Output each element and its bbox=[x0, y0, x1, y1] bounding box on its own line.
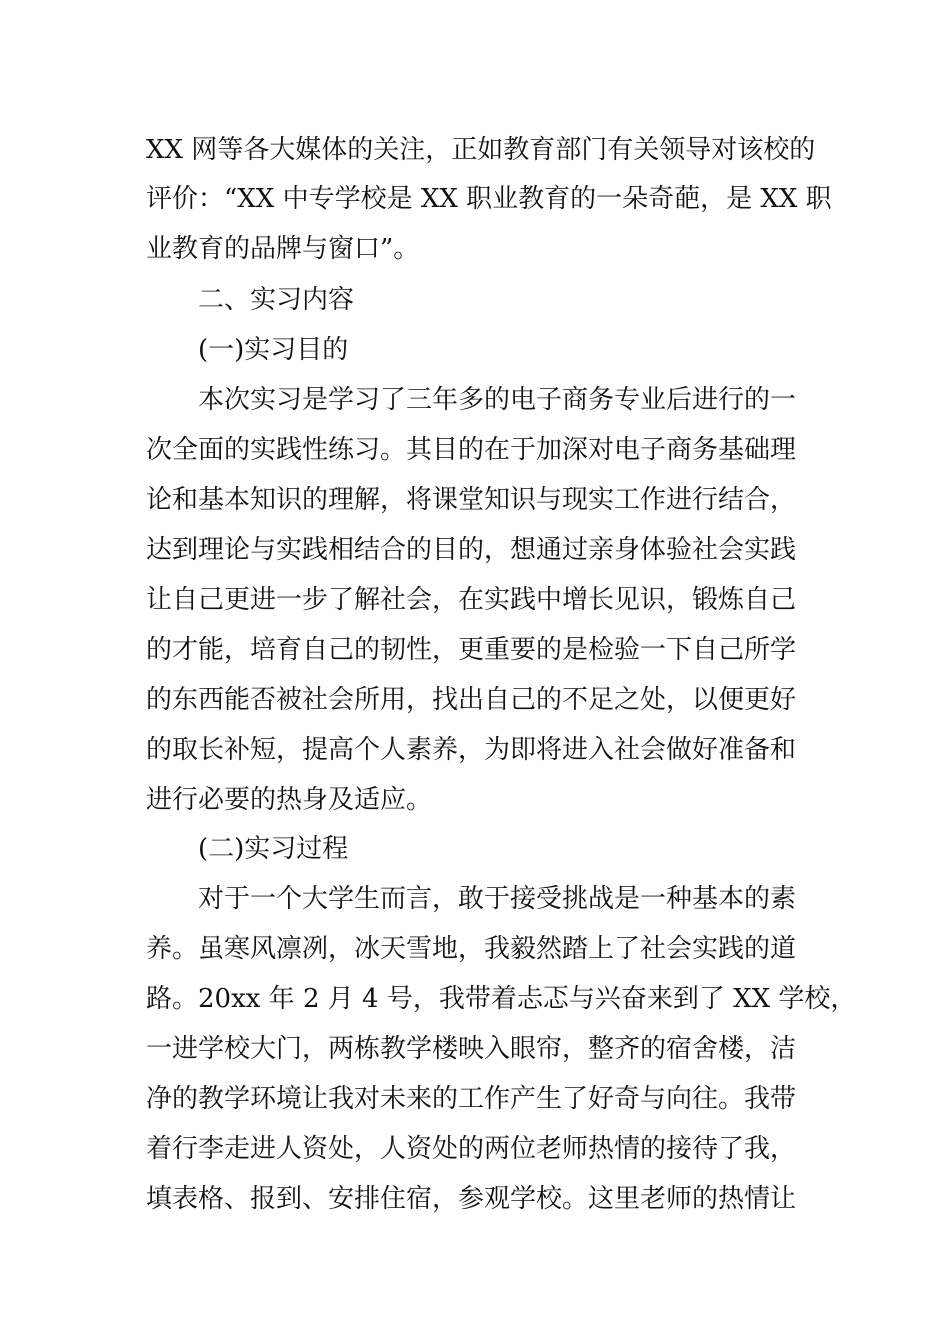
section-heading: 二、实习内容 bbox=[198, 285, 355, 315]
body-text-line: 评价：“XX 中专学校是 XX 职业教育的一朵奇葩，是 XX 职 bbox=[146, 184, 832, 214]
body-text-line: 的取长补短，提高个人素养，为即将进入社会做好准备和 bbox=[146, 735, 797, 765]
body-text-line: 让自己更进一步了解社会，在实践中增长见识，锻炼自己 bbox=[146, 585, 797, 615]
body-text-line: 次全面的实践性练习。其目的在于加深对电子商务基础理 bbox=[146, 435, 797, 465]
body-text-line: XX 网等各大媒体的关注，正如教育部门有关领导对该校的 bbox=[146, 135, 816, 165]
body-text-line: 本次实习是学习了三年多的电子商务专业后进行的一 bbox=[198, 385, 797, 415]
body-text-line: 进行必要的热身及适应。 bbox=[146, 785, 433, 815]
body-text-line: 达到理论与实践相结合的目的，想通过亲身体验社会实践 bbox=[146, 535, 797, 565]
subsection-heading: (二)实习过程 bbox=[198, 834, 349, 864]
subsection-heading: (一)实习目的 bbox=[198, 335, 349, 365]
body-text-line: 路。20xx 年 2 月 4 号，我带着忐忑与兴奋来到了 XX 学校， bbox=[146, 984, 857, 1014]
body-text-line: 着行李走进人资处，人资处的两位老师热情的接待了我， bbox=[146, 1134, 797, 1164]
body-text-line: 的才能，培育自己的韧性，更重要的是检验一下自己所学 bbox=[146, 635, 797, 665]
body-text-line: 填表格、报到、安排住宿，参观学校。这里老师的热情让 bbox=[146, 1184, 797, 1214]
body-text-line: 业教育的品牌与窗口”。 bbox=[146, 234, 420, 264]
body-text-line: 对于一个大学生而言，敢于接受挑战是一种基本的素 bbox=[198, 884, 797, 914]
body-text-line: 净的教学环境让我对未来的工作产生了好奇与向往。我带 bbox=[146, 1084, 797, 1114]
body-text-line: 论和基本知识的理解，将课堂知识与现实工作进行结合， bbox=[146, 485, 797, 515]
body-text-line: 养。虽寒风凛冽，冰天雪地，我毅然踏上了社会实践的道 bbox=[146, 934, 797, 964]
body-text-line: 一进学校大门，两栋教学楼映入眼帘，整齐的宿舍楼，洁 bbox=[146, 1034, 797, 1064]
body-text-line: 的东西能否被社会所用，找出自己的不足之处，以便更好 bbox=[146, 685, 797, 715]
